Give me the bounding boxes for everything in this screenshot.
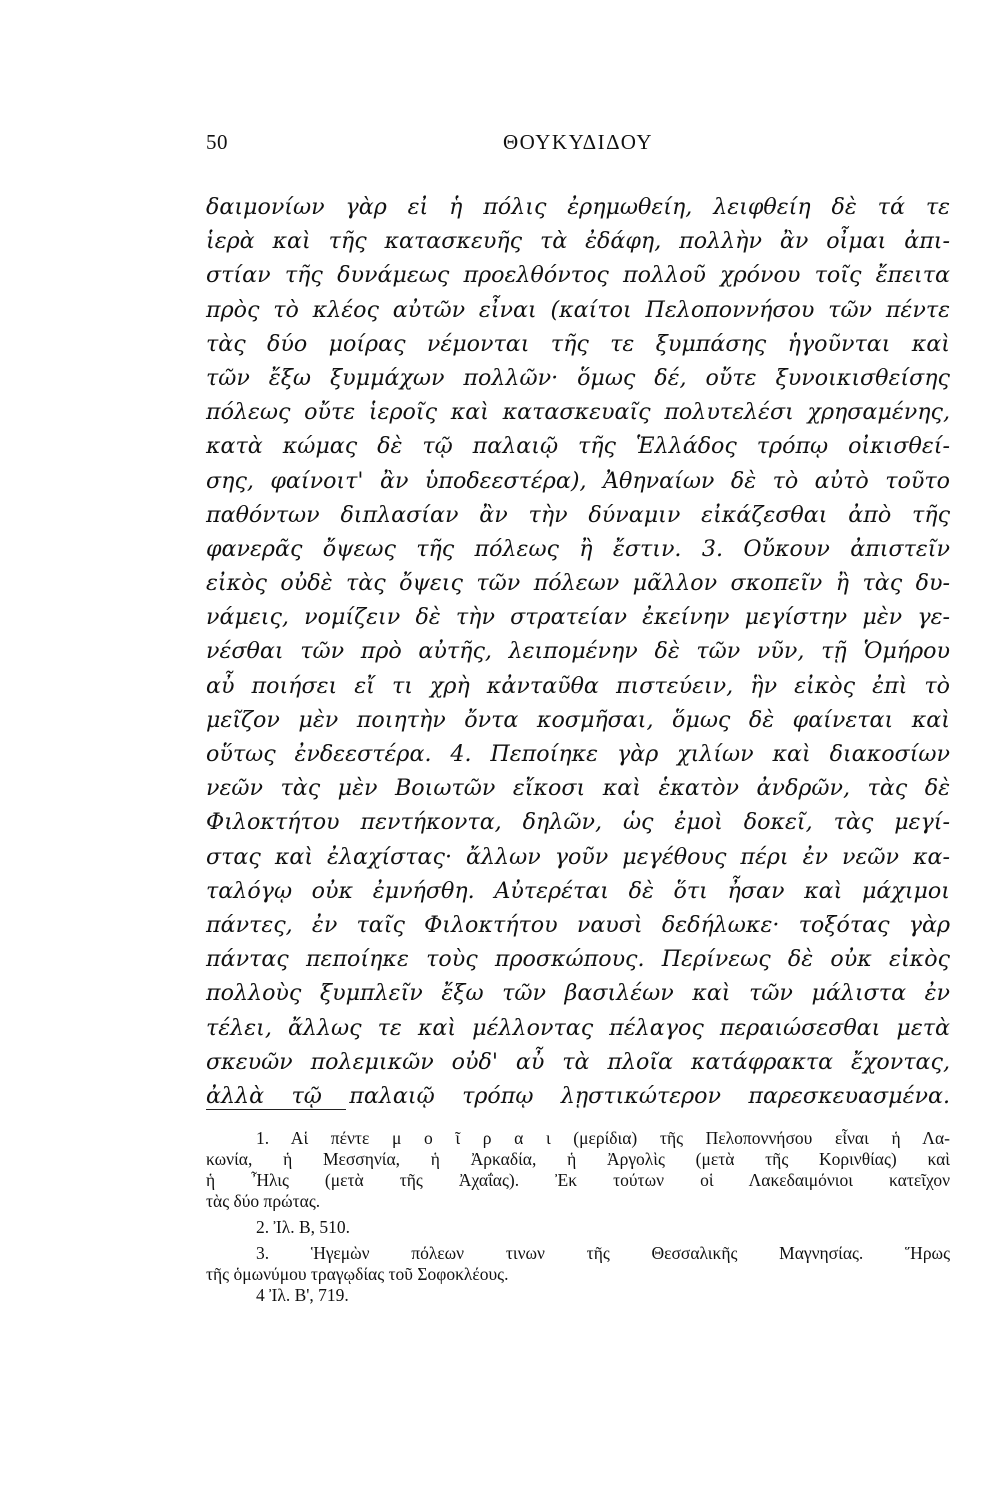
text-line: πάντες, ἐν ταῖς Φιλοκτήτου ναυσὶ δεδήλωκε· τοξότας γὰρ [206,911,950,938]
text-line: ταλόγῳ οὐκ ἐμνήσθη. Αὐτερέται δὲ ὅτι ἦσαν καὶ μάχιμοι [206,877,950,904]
footnote-line: 3. Ἡγεμὼν πόλεων τινων τῆς Θεσσαλικῆς Μαγνησίας. Ἥρως [256,1243,950,1263]
text-line: πρὸς τὸ κλέος αὐτῶν εἶναι (καίτοι Πελοποννήσου τῶν πέντε [206,296,950,323]
footnote-line: 1. Αἱ πέντε μ ο ῖ ρ α ι (μερίδια) τῆς Πελοποννήσου εἶναι ἡ Λα- [256,1128,950,1148]
text-line: ἀλλὰ τῷ παλαιῷ τρόπῳ λῃστικώτερον παρεσκευασμένα. [206,1082,950,1109]
text-line: νέσθαι τῶν πρὸ αὐτῆς, λειπομένην δὲ τῶν νῦν, τῇ Ὁμήρου [206,638,950,665]
text-line: εἰκὸς οὐδὲ τὰς ὄψεις τῶν πόλεων μᾶλλον σκοπεῖν ἢ τὰς δυ- [206,570,950,597]
text-line: νεῶν τὰς μὲν Βοιωτῶν εἴκοσι καὶ ἑκατὸν ἀνδρῶν, τὰς δὲ [206,775,950,802]
running-title: ΘΟΥΚΥΔΙΔΟΥ [502,130,654,154]
footnote-line: τὰς δύο πρώτας. [206,1191,321,1211]
text-line: Φιλοκτήτου πεντήκοντα, δηλῶν, ὡς ἐμοὶ δοκεῖ, τὰς μεγί- [206,809,950,836]
footnote-3 [206,1243,950,1285]
text-line: στίαν τῆς δυνάμεως προελθόντος πολλοῦ χρόνου τοῖς ἔπειτα [206,262,950,289]
footnote-line: τῆς ὁμωνύμου τραγῳδίας τοῦ Σοφοκλέους. [206,1264,509,1284]
text-line: νάμεις, νομίζειν δὲ τὴν στρατείαν ἐκείνην μεγίστην μὲν γε- [206,604,950,631]
footnote-line: ἡ Ἦλις (μετὰ τῆς Ἀχαΐας). Ἐκ τούτων οἱ Λακεδαιμόνιοι κατεῖχον [206,1170,950,1190]
page-number: 50 [206,130,228,154]
footnote-2: 2. Ἰλ. Β, 510. [256,1217,351,1237]
text-line: σης, φαίνοιτ' ἂν ὑποδεεστέρα), Ἀθηναίων δὲ τὸ αὐτὸ τοῦτο [206,467,950,494]
footnotes [206,1128,950,1306]
text-line: μεῖζον μὲν ποιητὴν ὄντα κοσμῆσαι, ὅμως δὲ φαίνεται καὶ [206,706,950,733]
text-line: δαιμονίων γὰρ εἰ ἡ πόλις ἐρημωθείη, λειφθείη δὲ τά τε [206,194,950,220]
running-head [206,130,950,160]
text-line: σκευῶν πολεμικῶν οὐδ' αὖ τὰ πλοῖα κατάφρακτα ἔχοντας, [206,1048,950,1075]
text-line: τῶν ἔξω ξυμμάχων πολλῶν· ὅμως δέ, οὔτε ξυνοικισθείσης [206,364,950,391]
text-line: πόλεως οὔτε ἱεροῖς καὶ κατασκευαῖς πολυτελέσι χρησαμένης, [206,399,950,426]
text-line: πάντας πεποίηκε τοὺς προσκώπους. Περίνεως δὲ οὐκ εἰκὸς [206,946,950,973]
footnote-4: 4 Ἰλ. Β', 719. [256,1285,349,1305]
main-text [206,190,950,1113]
text-line: φανερᾶς ὄψεως τῆς πόλεως ἢ ἔστιν. 3. Οὔκουν ἀπιστεῖν [206,535,950,562]
text-line: πολλοὺς ξυμπλεῖν ἔξω τῶν βασιλέων καὶ τῶν μάλιστα ἐν [206,980,950,1007]
text-line: τὰς δύο μοίρας νέμονται τῆς τε ξυμπάσης ἡγοῦνται καὶ [206,330,950,357]
footnote-1 [206,1128,950,1212]
footnote-rule [206,1109,346,1110]
text-line: στας καὶ ἐλαχίστας· ἄλλων γοῦν μεγέθους πέρι ἐν νεῶν κα- [206,843,950,870]
text-line: αὖ ποιήσει εἴ τι χρὴ κἀνταῦθα πιστεύειν, ἣν εἰκὸς ἐπὶ τὸ [206,672,950,699]
text-line: παθόντων διπλασίαν ἂν τὴν δύναμιν εἰκάζεσθαι ἀπὸ τῆς [206,501,950,528]
text-line: ἱερὰ καὶ τῆς κατασκευῆς τὰ ἐδάφη, πολλὴν ἂν οἶμαι ἀπι- [206,228,950,255]
text-line: τέλει, ἄλλως τε καὶ μέλλοντας πέλαγος περαιώσεσθαι μετὰ [206,1014,950,1041]
footnote-line: κωνία, ἡ Μεσσηνία, ἡ Ἀρκαδία, ἡ Ἀργολὶς (μετὰ τῆς Κορινθίας) καὶ [206,1149,950,1169]
text-line: κατὰ κώμας δὲ τῷ παλαιῷ τῆς Ἑλλάδος τρόπῳ οἰκισθεί- [206,433,950,460]
text-line: οὕτως ἐνδεεστέρα. 4. Πεποίηκε γὰρ χιλίων καὶ διακοσίων [206,741,950,767]
